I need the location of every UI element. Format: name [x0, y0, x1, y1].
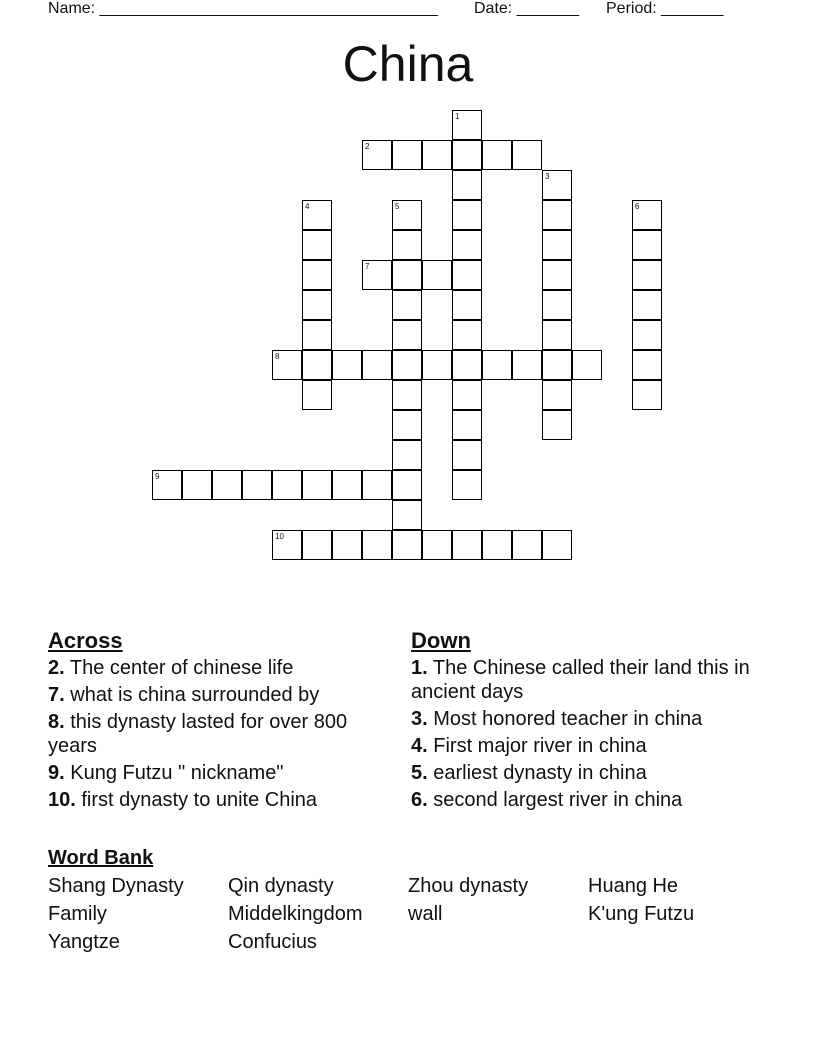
crossword-cell[interactable]: [392, 410, 422, 440]
crossword-cell[interactable]: [632, 380, 662, 410]
clue-number-label: 9: [155, 472, 160, 481]
crossword-cell[interactable]: [632, 200, 662, 230]
clue-number: 6.: [411, 789, 428, 811]
down-clue-3: [411, 707, 751, 731]
crossword-cell[interactable]: [512, 140, 542, 170]
clue-number: 1.: [411, 657, 428, 679]
down-clue-1: [411, 656, 751, 704]
crossword-cell[interactable]: [392, 140, 422, 170]
crossword-cell[interactable]: [632, 350, 662, 380]
crossword-cell[interactable]: [452, 230, 482, 260]
crossword-cell[interactable]: [452, 140, 482, 170]
across-clue-7: [48, 683, 378, 707]
crossword-cell[interactable]: [632, 320, 662, 350]
crossword-cell[interactable]: [302, 470, 332, 500]
crossword-cell[interactable]: [182, 470, 212, 500]
clue-text: The center of chinese life: [69, 657, 294, 679]
crossword-cell[interactable]: [632, 290, 662, 320]
crossword-cell[interactable]: [542, 350, 572, 380]
clue-number-label: 6: [635, 202, 640, 211]
down-clue-5: [411, 761, 751, 785]
clue-number: 4.: [411, 735, 428, 757]
crossword-cell[interactable]: [482, 350, 512, 380]
crossword-cell[interactable]: [392, 320, 422, 350]
word-bank-item: Huang He: [588, 875, 679, 897]
down-clue-6: [411, 788, 751, 812]
clue-number-label: 8: [275, 352, 280, 361]
name-field[interactable]: Name: ______________________________________: [48, 0, 438, 17]
crossword-cell[interactable]: [392, 260, 422, 290]
clue-number: 8.: [48, 711, 65, 733]
crossword-cell[interactable]: [272, 350, 302, 380]
crossword-cell[interactable]: [362, 470, 392, 500]
crossword-cell[interactable]: [242, 470, 272, 500]
crossword-cell[interactable]: [422, 530, 452, 560]
clue-text: this dynasty lasted for over 800 years: [48, 711, 348, 757]
crossword-cell[interactable]: [542, 290, 572, 320]
crossword-cell[interactable]: [392, 350, 422, 380]
crossword-cell[interactable]: [452, 320, 482, 350]
date-field[interactable]: Date: _______: [474, 0, 579, 17]
down-heading: Down: [411, 628, 471, 653]
crossword-cell[interactable]: [542, 410, 572, 440]
word-bank-item: K'ung Futzu: [588, 903, 695, 925]
word-bank-heading: Word Bank: [48, 847, 154, 869]
crossword-cell[interactable]: [452, 260, 482, 290]
crossword-cell[interactable]: [392, 500, 422, 530]
clue-number: 10.: [48, 789, 76, 811]
crossword-cell[interactable]: [302, 380, 332, 410]
crossword-cell[interactable]: [392, 440, 422, 470]
clue-text: first dynasty to unite China: [81, 789, 318, 811]
crossword-cell[interactable]: [542, 200, 572, 230]
down-clues: [411, 628, 751, 815]
crossword-cell[interactable]: [302, 320, 332, 350]
across-clue-9: [48, 761, 378, 785]
word-bank-item: Middelkingdom: [228, 903, 363, 925]
crossword-cell[interactable]: [392, 290, 422, 320]
crossword-cell[interactable]: [632, 230, 662, 260]
clue-text: First major river in china: [433, 735, 647, 757]
word-bank-item: Zhou dynasty: [408, 875, 529, 897]
crossword-cell[interactable]: [362, 350, 392, 380]
clue-number: 7.: [48, 684, 65, 706]
crossword-cell[interactable]: [482, 530, 512, 560]
word-bank-item: Confucius: [228, 931, 317, 953]
crossword-cell[interactable]: [542, 380, 572, 410]
across-clues: [48, 628, 378, 815]
across-clue-2: [48, 656, 378, 680]
crossword-cell[interactable]: [632, 260, 662, 290]
crossword-cell[interactable]: [452, 200, 482, 230]
crossword-cell[interactable]: [572, 350, 602, 380]
crossword-cell[interactable]: [452, 110, 482, 140]
crossword-cell[interactable]: [302, 350, 332, 380]
word-bank: [48, 846, 768, 954]
crossword-cell[interactable]: [542, 170, 572, 200]
clue-number-label: 7: [365, 262, 370, 271]
crossword-cell[interactable]: [362, 530, 392, 560]
crossword-cell[interactable]: [512, 350, 542, 380]
clue-text: Most honored teacher in china: [433, 708, 703, 730]
across-clue-10: [48, 788, 378, 812]
crossword-cell[interactable]: [452, 470, 482, 500]
crossword-cell[interactable]: [482, 140, 512, 170]
crossword-cell[interactable]: [452, 380, 482, 410]
crossword-cell[interactable]: [392, 380, 422, 410]
crossword-cell[interactable]: [452, 170, 482, 200]
clue-number-label: 2: [365, 142, 370, 151]
crossword-cell[interactable]: [332, 530, 362, 560]
crossword-cell[interactable]: [452, 440, 482, 470]
crossword-cell[interactable]: [302, 260, 332, 290]
crossword-cell[interactable]: [392, 200, 422, 230]
clue-number: 2.: [48, 657, 65, 679]
clue-text: second largest river in china: [433, 789, 683, 811]
across-clue-8: [48, 710, 378, 758]
clue-text: The Chinese called their land this in ancient days: [411, 657, 750, 703]
clue-number-label: 4: [305, 202, 310, 211]
word-bank-item: Shang Dynasty: [48, 875, 184, 897]
period-field[interactable]: Period: _______: [606, 0, 724, 17]
clue-number: 9.: [48, 762, 65, 784]
clue-number-label: 3: [545, 172, 550, 181]
crossword-cell[interactable]: [392, 230, 422, 260]
crossword-cell[interactable]: [422, 350, 452, 380]
crossword-cell[interactable]: [452, 350, 482, 380]
crossword-cell[interactable]: [272, 530, 302, 560]
crossword-cell[interactable]: [332, 350, 362, 380]
crossword-cell[interactable]: [302, 530, 332, 560]
clue-text: Kung Futzu " nickname": [70, 762, 284, 784]
across-heading: Across: [48, 628, 123, 653]
crossword-cell[interactable]: [422, 260, 452, 290]
crossword-cell[interactable]: [452, 290, 482, 320]
word-bank-item: wall: [408, 903, 443, 925]
crossword-cell[interactable]: [392, 470, 422, 500]
clue-number-label: 10: [275, 532, 284, 541]
crossword-cell[interactable]: [272, 470, 302, 500]
word-bank-item: Family: [48, 903, 107, 925]
page-title: China: [342, 36, 474, 92]
clue-text: what is china surrounded by: [70, 684, 320, 706]
clue-text: earliest dynasty in china: [433, 762, 647, 784]
crossword-cell[interactable]: [302, 290, 332, 320]
crossword-cell[interactable]: [452, 410, 482, 440]
crossword-cell[interactable]: [542, 230, 572, 260]
word-bank-item: Qin dynasty: [228, 875, 334, 897]
crossword-cell[interactable]: [392, 530, 422, 560]
word-bank-list: [48, 874, 768, 954]
crossword-cell[interactable]: [422, 140, 452, 170]
clue-number: 3.: [411, 708, 428, 730]
clue-number-label: 1: [455, 112, 460, 121]
crossword-cell[interactable]: [452, 530, 482, 560]
crossword-cell[interactable]: [302, 230, 332, 260]
crossword-cell[interactable]: [362, 260, 392, 290]
crossword-cell[interactable]: [332, 470, 362, 500]
crossword-cell[interactable]: [512, 530, 542, 560]
crossword-cell[interactable]: [152, 470, 182, 500]
crossword-cell[interactable]: [542, 530, 572, 560]
crossword-cell[interactable]: [542, 320, 572, 350]
crossword-cell[interactable]: [362, 140, 392, 170]
crossword-cell[interactable]: [542, 260, 572, 290]
word-bank-item: Yangtze: [48, 931, 120, 953]
clue-number-label: 5: [395, 202, 400, 211]
crossword-cell[interactable]: [212, 470, 242, 500]
crossword-cell[interactable]: [302, 200, 332, 230]
down-clue-4: [411, 734, 751, 758]
clue-number: 5.: [411, 762, 428, 784]
